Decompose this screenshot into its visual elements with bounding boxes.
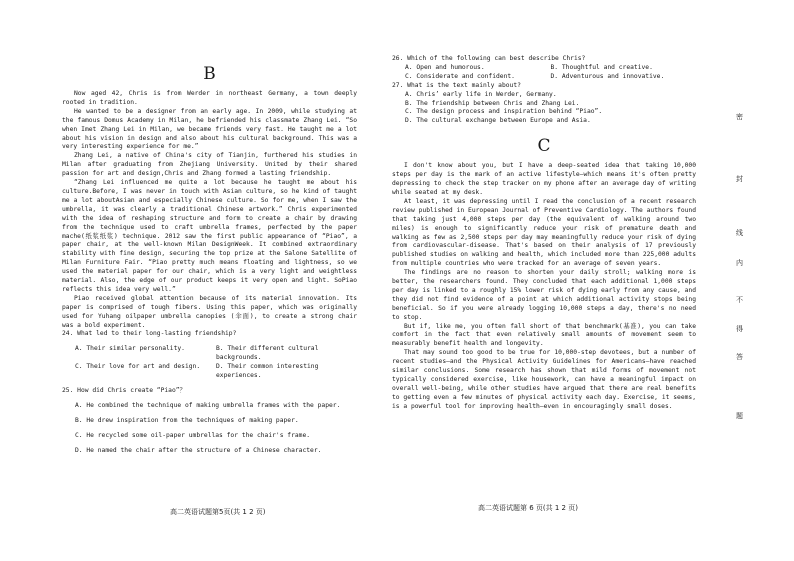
option-d: D. The cultural exchange between Europe and Asia. [405,117,591,125]
margin-char: 得 [736,325,743,333]
question-24-options [75,345,357,381]
margin-char: 封 [736,175,743,183]
option-c: C. Considerate and confident. [405,72,515,80]
question-25-stem: 25. How did Chris create “Piao”？ [62,387,186,394]
paragraph: Now aged 42, Chris is from Werder in northeast Germany, a town deeply rooted in tradition. [62,90,357,106]
option-a: A. He combined the technique of making umbrella frames with the paper. [75,401,341,409]
page-footer-left: 高二英语试题第5页(共 1 2 页) [170,508,266,516]
paragraph: I don't know about you, but I have a deep-seated idea that taking 10,000 steps per day is the mark of an active lifestyle—which means it's often pretty depressing to check the step tracker on my phone after an average day of writing while seated at my desk. [392,162,696,196]
option-a: A. Chris’ early life in Werder, Germany. [405,90,557,98]
paragraph: Piao received global attention because of its material innovation. Its paper is comprised of tough fibers. Using this paper, which was originally used for Yuhang oilpaper umbrella canopies (伞面), to create a strong chair was a bold experiment. [62,294,357,329]
right-page [392,0,696,412]
paragraph: He wanted to be a designer from an early age. In 2009, while studying at the famous Domus Academy in Milan, he befriended his classmate Zhang Lei. “So when Imet Zhang Lei in Milan, we became friends very fast. He taught me a lot about his vision in design and also about his cultural background. This was a very interesting experience for me.” [62,107,357,151]
section-b-heading: B [203,64,216,84]
section-c-heading: C [537,136,551,157]
paragraph: At least, it was depressing until I read the conclusion of a recent research review published in European Journal of Preventive Cardiology. The authors found that taking just 4,000 steps per day (the equivalent of walking around two miles) is enough to significantly reduce your risk of premature death and walking as few as 2,500 steps per day may meaningfully reduce your risk of dying from cardiovascular-disease. That's based on their analysis of 17 previously published studies on walking and health, which included more than 225,000 adults from multiple countries who were tracked for an average of seven years. [392,197,696,268]
question-26-options [405,64,696,82]
option-d: D. He named the chair after the structure of a Chinese character. [75,446,322,454]
option-c: C. The design process and inspiration behind “Piao”. [405,108,603,116]
page-footer-right: 高二英语试题第 6 页(共 1 2 页) [478,504,578,512]
question-24-stem: 24. What led to their long-lasting friendship? [62,330,237,338]
option-b: B. Thoughtful and creative. [550,63,653,71]
margin-char: 内 [736,259,743,267]
question-27-stem: 27. What is the text mainly about? [392,81,521,89]
option-d: D. Their common interesting experiences. [216,363,319,380]
paragraph: That may sound too good to be true for 10,000-step devotees, but a number of recent studies—and the Physical Activity Guidelines for Americans—have reached similar conclusions. Some research has shown that mild forms of movement not typically considered exercise, like housework, can have a meaningful impact on overall well-being, while other studies have argued that there are real benefits to getting even a few minutes of physical activity each day. Exercise, it seems, is a powerful tool for improving health—even in encouragingly small doses. [392,349,696,410]
paragraph: But if, like me, you often fall short of that benchmark(基准), you can take comfort in the fact that even relatively small amounts of movement seem to measurably benefit health and longevity. [392,322,696,348]
option-a: A. Their similar personality. [75,345,185,353]
margin-char: 密 [736,113,743,121]
paragraph: Zhang Lei, a native of China's city of Tianjin, furthered his studies in Milan after graduating from Zhejiang University. United by their shared passion for art and design,Chris and Zhang formed a lasting friendship. [62,152,357,178]
margin-char: 答 [736,353,743,361]
paragraph: “Zhang Lei influenced me quite a lot because he taught me about his culture.Before, I was never in touch with Asian culture, so he kind of taught me a lot aboutAsian and especially Chinese culture. So for me, when I saw the umbrella, it was clearly a traditional Chinese artwork.” Chris experimented with the idea of reshaping structure and form to create a chair by drawing from the technique used to craft umbrella frames, perfected by the paper mache(纸浆纸浆) technique. 2012 saw the first public appearance of “Piao”, a paper chair, at the well-known Milan DesignWeek. It combined extraordinary stability with fine design, securing the top prize at the Salone Satellite of Milan Furniture Fair. “Piao pretty much means floating and lightness, so we used the material paper for our chair, which is a very light and weightless material. Also, the edge of our product keeps it very open and light. SoPiao reflects this idea very well.” [62,179,357,293]
margin-char: 题 [736,412,743,420]
option-a: A. Open and humorous. [405,63,485,71]
margin-char: 线 [736,229,743,237]
option-b: B. He drew inspiration from the techniques of making paper. [75,416,299,424]
option-b: B. Their different cultural backgrounds. [216,345,319,362]
left-page [62,0,357,456]
question-26-stem: 26. Which of the following can best describe Chris? [392,55,586,62]
paragraph: The findings are no reason to shorten your daily stroll; walking more is better, the researchers found. They concluded that each additional 1,000 steps per day is linked to a roughly 15% lower risk of dying early from any cause, and they did not find evidence of a point at which additional activity stops being beneficial. So if you were already logging 10,000 steps a day, there's no need to stop. [392,269,696,321]
margin-char: 不 [736,296,743,304]
option-b: B. The friendship between Chris and Zhang Lei. [405,99,580,107]
option-c: C. He recycled some oil-paper umbrellas for the chair's frame. [75,431,311,439]
option-d: D. Adventurous and innovative. [550,72,665,80]
option-c: C. Their love for art and design. [75,363,201,371]
